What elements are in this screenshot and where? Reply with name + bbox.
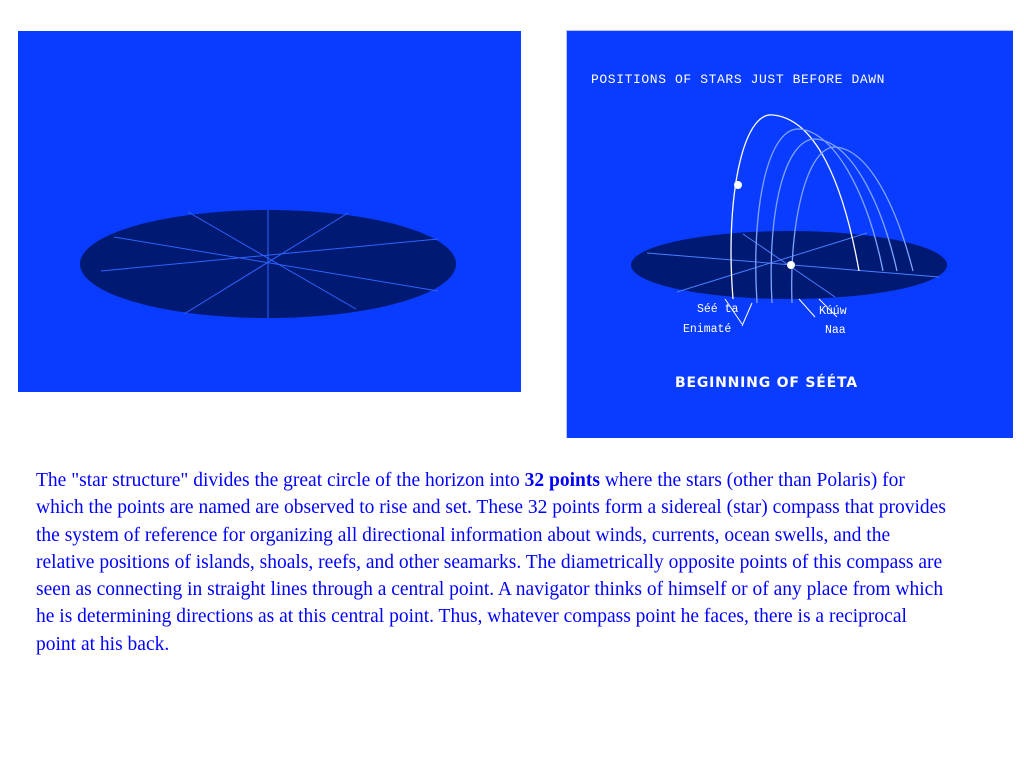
leader-line [799, 299, 815, 317]
leader-line [742, 303, 752, 326]
horizon-disc-diagram [18, 31, 521, 392]
label-enimate: Enimaté [683, 323, 732, 336]
paragraph-bold-term: 32 points [524, 470, 600, 491]
label-naa: Naa [825, 324, 846, 337]
paragraph-text-end: where the stars (other than Polaris) for which the points are named are observed to rise and set. These 32 points form a sidereal (star) compass that provides the system of reference for organizing all directional information about winds, currents, ocean swells, and the relative positions of islands, shoals, reefs, and other seamarks. The diametrically opposite points of this compass are seen as connecting in straight lines through a central point. A navigator thinks of himself or of any place from which he is determining directions as at this central point. Thus, whatever compass point he faces, there is a reciprocal point at his back. [36, 470, 946, 655]
label-seeta: Séé ta [697, 303, 739, 316]
paragraph-text-start: The "star structure" divides the great circle of the horizon into [36, 470, 525, 491]
label-kuuw: Kúúw [819, 305, 847, 318]
left-diagram-panel [18, 31, 521, 392]
description-paragraph [36, 467, 946, 658]
diagram-caption: BEGINNING OF SÉÉTA [675, 375, 858, 391]
center-point [787, 261, 795, 269]
diagram-title: POSITIONS OF STARS JUST BEFORE DAWN [591, 72, 886, 87]
star-dot [734, 181, 742, 189]
right-diagram-panel [566, 30, 1013, 438]
star-positions-diagram [567, 31, 1013, 438]
